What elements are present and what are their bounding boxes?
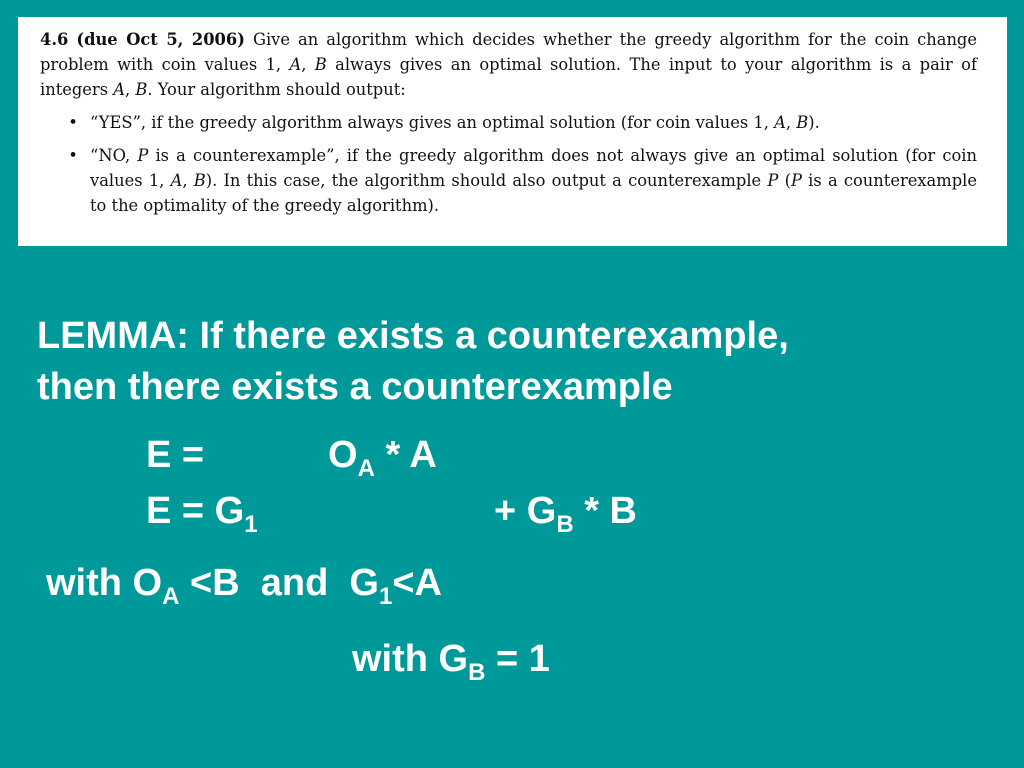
bullet-icon: • xyxy=(68,113,78,132)
problem-statement-image xyxy=(18,17,1007,246)
condition-line-1: with $O_A <B$ and $G_1<A$ xyxy=(46,562,442,610)
output-options-list xyxy=(40,110,977,218)
output-option-no: • “NO, P is a counterexample”, if the greedy algorithm does not always give an optimal solution (for coin values 1, A, B). In this case, the algorithm should also output a counterexample P (P is a counterexample to the optimality of the greedy algorithm). xyxy=(40,143,977,218)
bullet-icon: • xyxy=(68,146,78,165)
problem-due-date: (due Oct 5, 2006) xyxy=(76,30,245,49)
problem-number: 4.6 xyxy=(40,30,69,49)
equation-1-lhs: E = xyxy=(146,434,205,476)
equation-2-lhs: $E = G_1$ xyxy=(146,490,258,538)
lemma-line-2: then there exists a counterexample xyxy=(37,366,673,408)
lemma-line-1: LEMMA: If there exists a counterexample, xyxy=(37,315,789,357)
problem-intro: 4.6 (due Oct 5, 2006) Give an algorithm which decides whether the greedy algorithm for the coin change problem with coin values 1, A, B always gives an optimal solution. The input to your algorithm is a pair of integers A, B. Your algorithm should output: xyxy=(40,30,977,99)
output-option-yes: • “YES”, if the greedy algorithm always gives an optimal solution (for coin values 1, A, B). xyxy=(40,110,977,135)
equation-1-rhs: $O_A$ * A xyxy=(328,434,437,482)
condition-line-2: with $G_B = 1$ xyxy=(352,638,550,686)
lemma-statement xyxy=(37,311,789,413)
equation-2-rhs: + $G_B$ * B xyxy=(494,490,638,538)
